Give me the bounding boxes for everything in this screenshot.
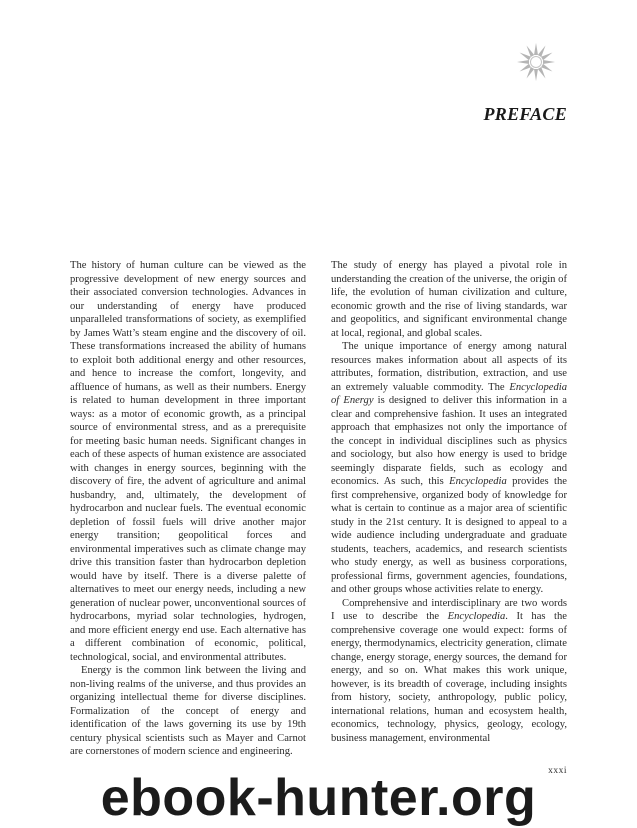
paragraph: Energy is the common link between the living and non-living realms of the universe, and thus provides an organizing intellectual theme for diverse disciplines. Formalization of the concept of energy and identification of the laws governing its use by 19th century physical scientists such as Mayer and Carnot are cornerstones of modern science and engineering.: [70, 665, 306, 757]
watermark: ebook-hunter.org: [100, 769, 537, 827]
book-title: Encyclopedia: [449, 476, 507, 487]
book-title: Encyclopedia of Energy: [331, 381, 567, 406]
text-run: Comprehensive and interdisciplinary are two words I use to describe the: [331, 597, 567, 622]
text-run: provides the first comprehensive, organized body of knowledge for what is certain to continue as a major area of scientific study in the 21st century. It is designed to appeal to a wide audience including undergraduate and graduate students, teachers, academics, and research scientists who study energy, as well as business corporations, professional firms, government agencies, foundations, and other groups whose activities relate to energy.: [331, 476, 567, 595]
paragraph: [331, 340, 567, 597]
book-title: Encyclopedia: [447, 611, 506, 622]
left-column: [70, 259, 306, 759]
sunburst-icon: [516, 42, 556, 82]
paragraph: The history of human culture can be viewed as the progressive development of new energy sources and their associated conversion technologies. Advances in our understanding of energy have produced unparalleled transformations of society, as exemplified by James Watt’s steam engine and the discovery of oil. These transformations increased the ability of humans to exploit both additional energy and other resources, and hence to increase the comfort, longevity, and affluence of humans, as well as their numbers. Energy is related to human development in three important ways: as a motor of economic growth, as a principal source of environmental stress, and as a prerequisite for meeting basic human needs. Significant changes in each of these aspects of human existence are associated with changes in energy sources, beginning with the discovery of fire, the advent of agriculture and animal husbandry, and, ultimately, the development of hydrocarbon and nuclear fuels. The eventual economic depletion of fossil fuels will drive another major energy transition; geopolitical forces and environmental imperatives such as climate change may drive this transition faster than hydrocarbon depletion would have by itself. There is a diverse palette of alternatives to meet our energy needs, including a new generation of nuclear power, unconventional sources of hydrocarbons, myriad solar technologies, hydrogen, and more efficient energy end use. Each alternative has a different combination of economic, political, technological, social, and environmental attributes.: [70, 260, 306, 663]
paragraph: The study of energy has played a pivotal role in understanding the creation of the universe, the origin of life, the evolution of human civilization and culture, economic growth and the rise of living standards, war and geopolitics, and significant environmental change at local, regional, and global scales.: [331, 260, 567, 339]
page-title: PREFACE: [483, 104, 567, 124]
text-run: The unique importance of energy among natural resources makes information about all aspects of its attributes, formation, distribution, extraction, and use an extremely valuable commodity. The: [331, 341, 567, 393]
text-run: is designed to deliver this information in a clear and comprehensive fashion. It uses an integrated approach that emphasizes not only the importance of the concept in individual disciplines such as physics and sociology, but also how energy is used to bridge seemingly disparate fields, such as ecology and economics. As such, this: [331, 395, 567, 487]
paragraph: [331, 597, 567, 746]
text-run: . It has the comprehensive coverage one would expect: forms of energy, thermodynamics, electricity generation, climate change, energy storage, energy sources, the demand for energy, and so on. What makes this work unique, however, is its breadth of coverage, including insights from history, society, anthropology, public policy, international relations, human and ecosystem health, economics, technology, physics, geology, ecology, business management, environmental: [331, 611, 567, 744]
right-column: [331, 259, 567, 745]
page-number: xxxi: [548, 766, 567, 776]
